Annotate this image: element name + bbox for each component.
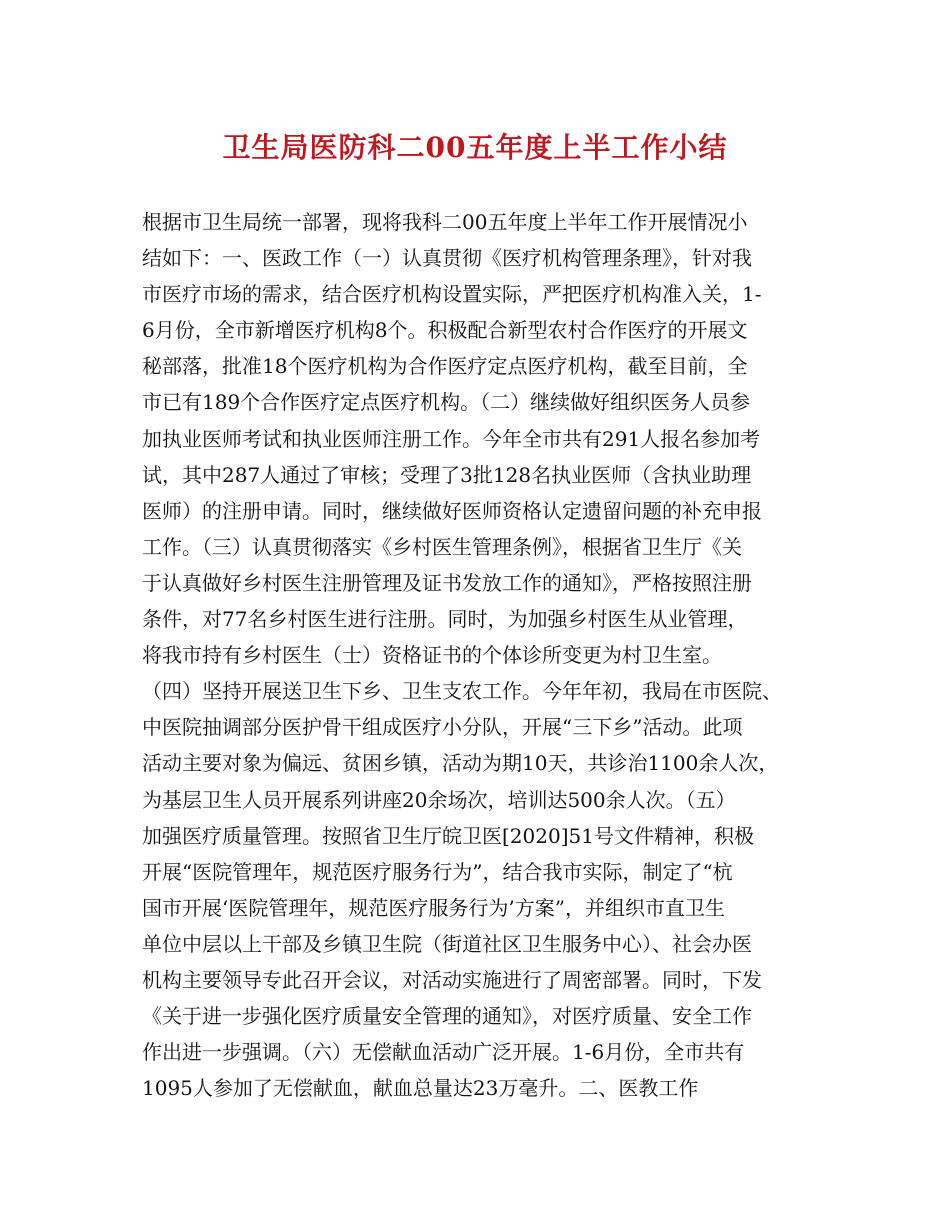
body-line: 根据市卫生局统一部署，现将我科二00五年度上半年工作开展情况小 [142, 210, 748, 234]
body-line: 于认真做好乡村医生注册管理及证书发放工作的通知》，严格按照注册 [142, 570, 752, 595]
body-line: 工作。（三）认真贯彻落实《乡村医生管理条例》，根据省卫生厅《关 [142, 534, 742, 559]
body-line: 为基层卫生人员开展系列讲座20余场次，培训达500余人次。（五） [142, 787, 736, 812]
body-line: 加强医疗质量管理。按照省卫生厅皖卫医[2020]51号文件精神，积极 [142, 823, 754, 848]
body-line: 《关于进一步强化医疗质量安全管理的通知》，对医疗质量、安全工作 [142, 1004, 752, 1029]
body-line: 将我市持有乡村医生（士）资格证书的个体诊所变更为村卫生室。 [142, 643, 722, 668]
body-line: 6月份，全市新增医疗机构8个。积极配合新型农村合作医疗的开展文 [142, 318, 748, 343]
body-line: 活动主要对象为偏远、贫困乡镇，活动为期10天，共诊治1100余人次， [142, 751, 779, 776]
document-body [142, 204, 822, 1106]
body-line: 1095人参加了无偿献血，献血总量达23万毫升。二、医教工作 [142, 1076, 699, 1101]
body-line: 机构主要领导专此召开会议，对活动实施进行了周密部署。同时，下发 [142, 967, 762, 992]
body-line: 单位中层以上干部及乡镇卫生院（街道社区卫生服务中心）、社会办医 [142, 931, 752, 956]
body-line: （四）坚持开展送卫生下乡、卫生支农工作。今年年初，我局在市医院、 [142, 679, 782, 704]
body-line: 国市开展‘医院管理年，规范医疗服务行为’方案”，并组织市直卫生 [142, 895, 725, 920]
body-line: 条件，对77名乡村医生进行注册。同时，为加强乡村医生从业管理， [142, 607, 748, 632]
body-line: 中医院抽调部分医护骨干组成医疗小分队，开展“三下乡”活动。此项 [142, 715, 743, 740]
body-line: 试，其中287人通过了审核；受理了3批128名执业医师（含执业助理 [142, 462, 752, 487]
body-line: 市已有189个合作医疗定点医疗机构。（二）继续做好组织医务人员参 [142, 390, 751, 415]
body-line: 结如下：一、医政工作（一）认真贯彻《医疗机构管理条理》，针对我 [142, 246, 752, 271]
document-title: 卫生局医防科二00五年度上半工作小结 [222, 131, 728, 164]
body-line: 加执业医师考试和执业医师注册工作。今年全市共有291人报名参加考 [142, 426, 761, 451]
body-line: 医师）的注册申请。同时，继续做好医师资格认定遗留问题的补充申报 [142, 498, 762, 523]
body-line: 作出进一步强调。（六）无偿献血活动广泛开展。1-6月份，全市共有 [142, 1040, 745, 1065]
body-line: 开展“医院管理年，规范医疗服务行为”，结合我市实际，制定了“杭 [142, 859, 733, 884]
body-line: 秘部落，批准18个医疗机构为合作医疗定点医疗机构，截至目前，全 [142, 354, 748, 379]
body-line: 市医疗市场的需求，结合医疗机构设置实际，严把医疗机构准入关，1- [142, 282, 762, 307]
